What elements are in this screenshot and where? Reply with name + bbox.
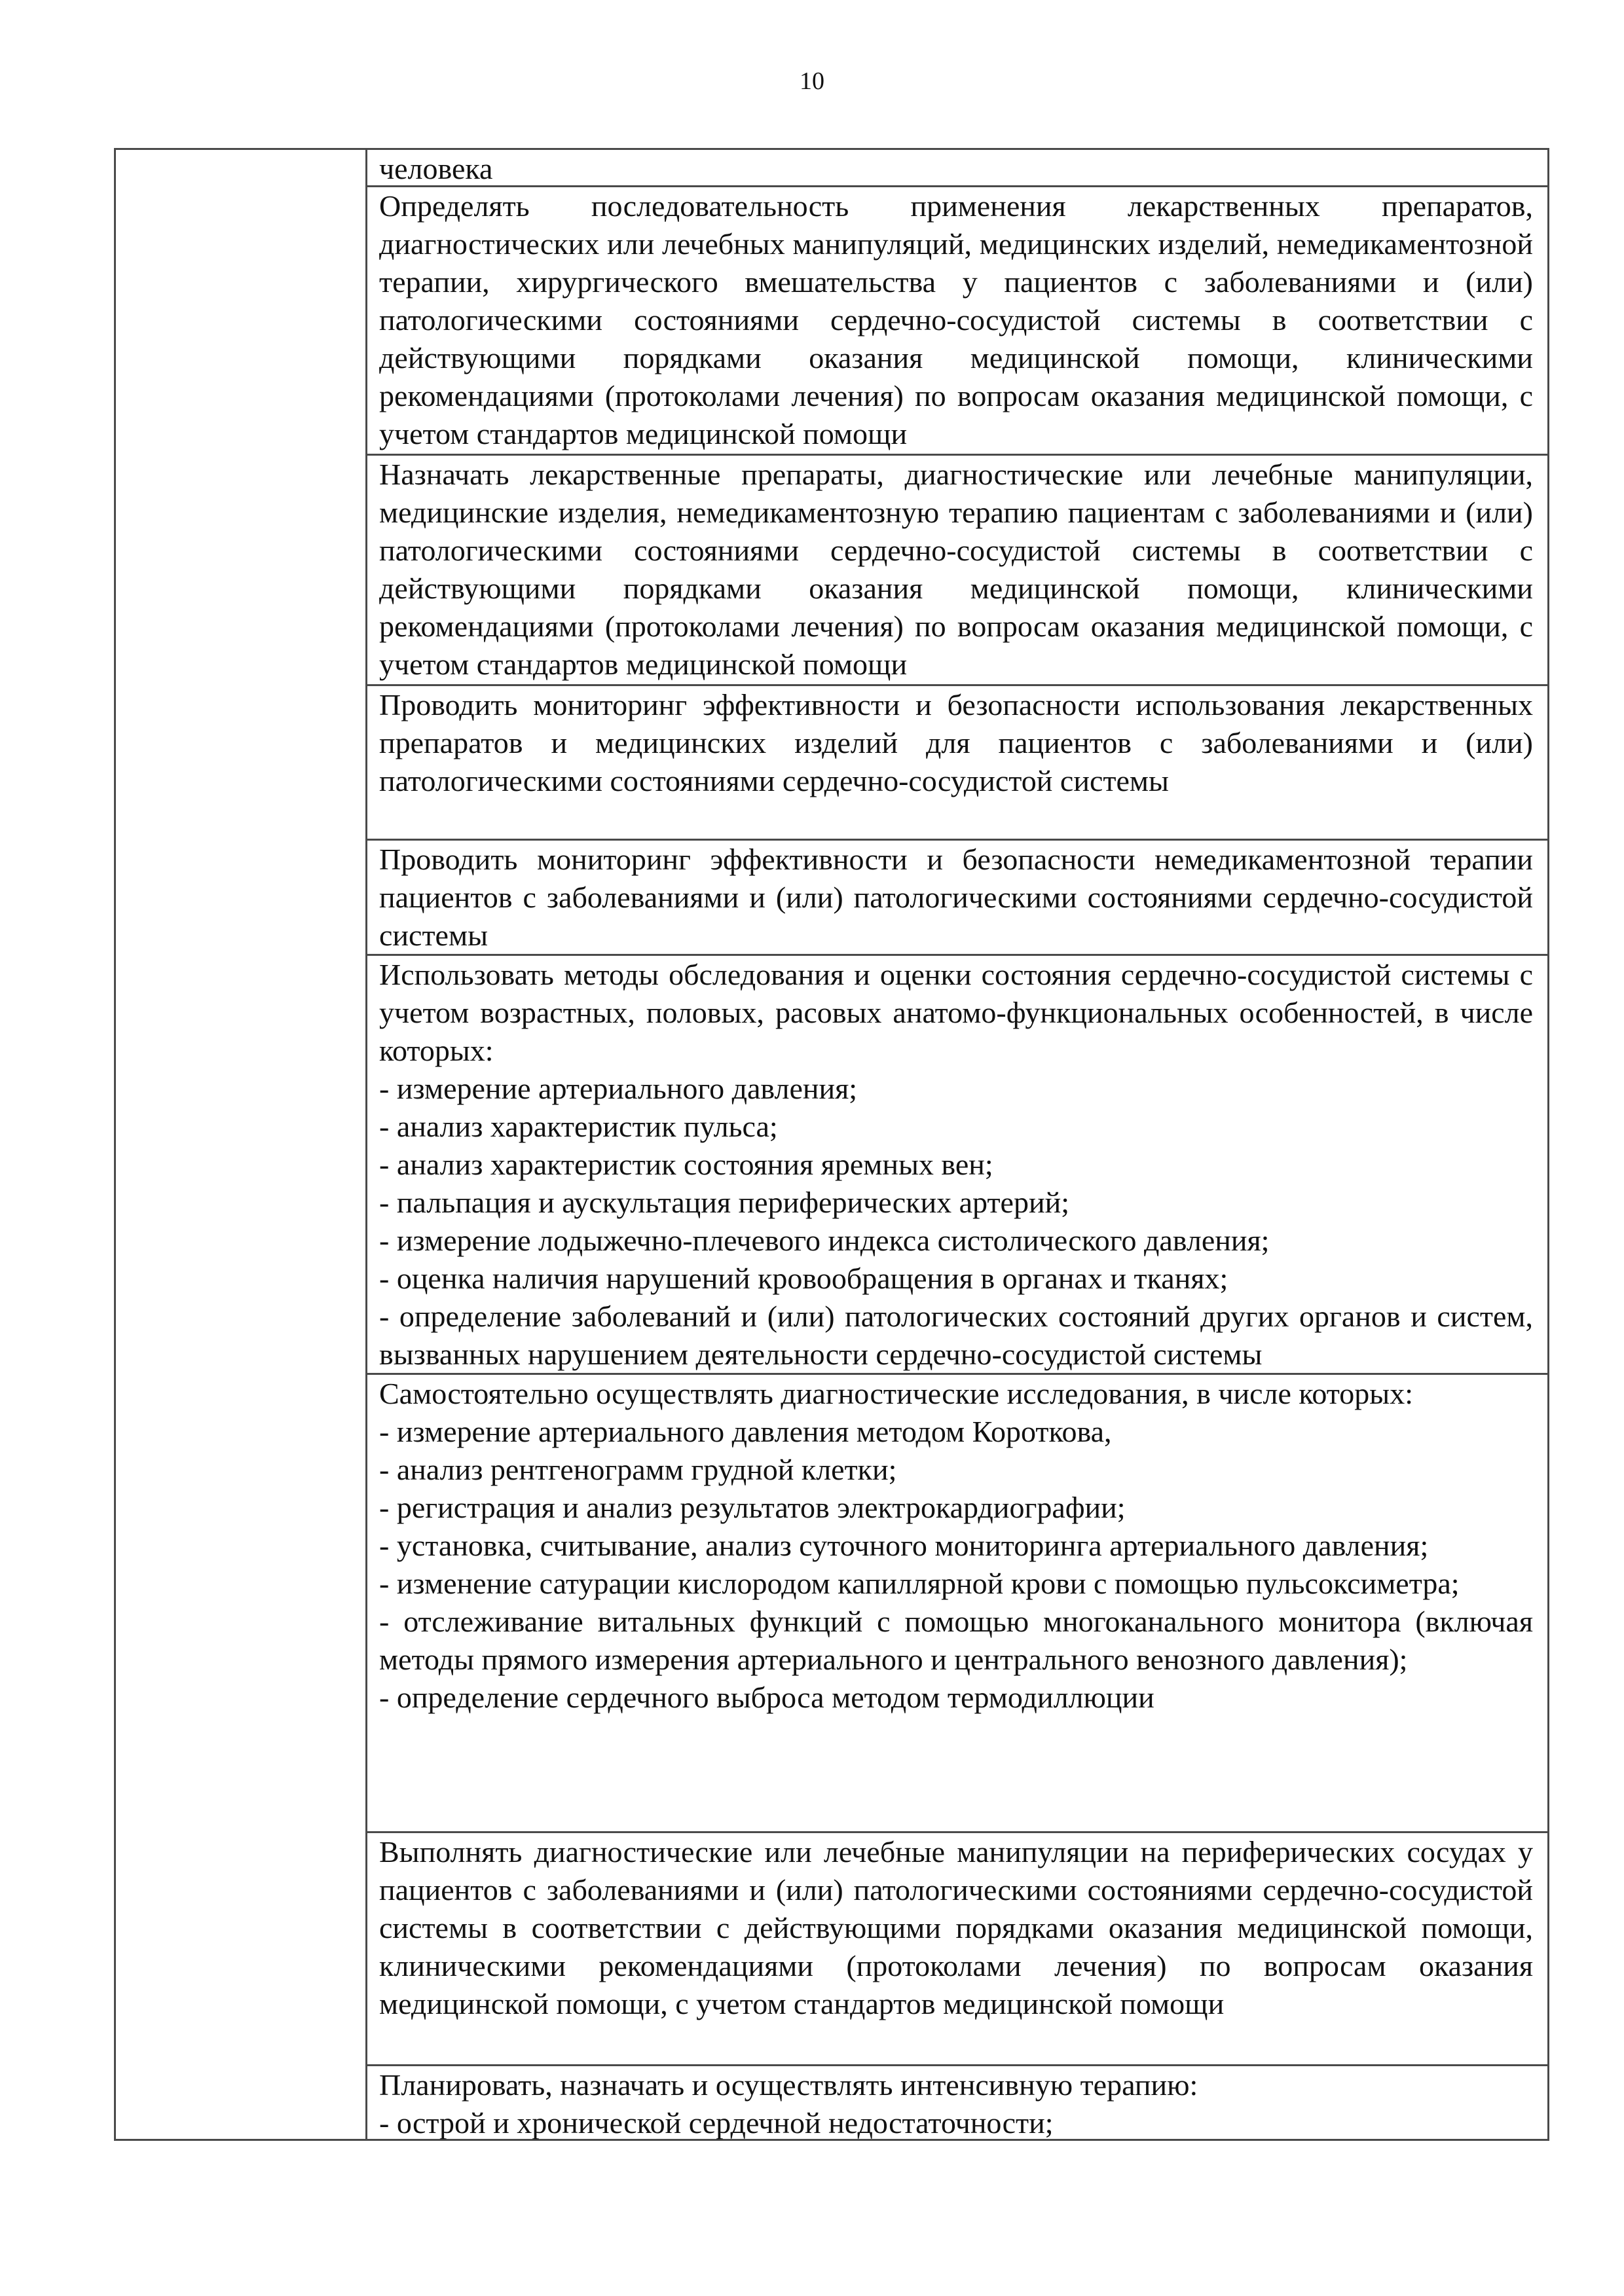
table-row — [367, 1373, 1547, 1831]
competency-table — [114, 148, 1549, 2141]
page-number: 10 — [800, 67, 824, 95]
table-row — [367, 2064, 1547, 2143]
list-item: - изменение сатурации кислородом капиллярной крови с помощью пульсоксиметра; — [379, 1567, 1460, 1600]
row-text: Проводить мониторинг эффективности и безопасности немедикаментозной терапии пациентов с заболеваниями и (или) патологическими состояниями сердечно-сосудистой системы — [379, 843, 1533, 952]
list-item: - отслеживание витальных функций с помощью многоканального монитора (включая методы прямого измерения артериального и центрального венозного давления); — [379, 1605, 1533, 1676]
list-item: - измерение лодыжечно-плечевого индекса систолического давления; — [379, 1224, 1270, 1257]
row-intro: Использовать методы обследования и оценки состояния сердечно-сосудистой системы с учетом возрастных, половых, расовых анатомо-функциональных особенностей, в числе которых: — [379, 958, 1533, 1067]
list-item: - установка, считывание, анализ суточного мониторинга артериального давления; — [379, 1529, 1429, 1562]
list-item: - пальпация и аускультация периферических артерий; — [379, 1186, 1069, 1219]
table-row — [367, 150, 1547, 185]
row-intro: Планировать, назначать и осуществлять интенсивную терапию: — [379, 2068, 1198, 2102]
list-item: - определение заболеваний и (или) патологических состояний других органов и систем, вызванных нарушением деятельности сердечно-сосудистой системы — [379, 1300, 1533, 1371]
row-text: Назначать лекарственные препараты, диагностические или лечебные манипуляции, медицинские изделия, немедикаментозную терапию пациентам с заболеваниями и (или) патологическими состояниями сердечно-сосудистой системы в соответствии с действующими порядками оказания медицинской помощи, клиническими рекомендациями (протоколами лечения) по вопросам оказания медицинской помощи, с учетом стандартов медицинской помощи — [379, 458, 1533, 681]
list-item: - анализ характеристик состояния яремных вен; — [379, 1148, 993, 1181]
list-item: - определение сердечного выброса методом термодиллюции — [379, 1681, 1154, 1714]
list-item: - острой и хронической сердечной недостаточности; — [379, 2106, 1054, 2140]
row-text: Проводить мониторинг эффективности и безопасности использования лекарственных препаратов и медицинских изделий для пациентов с заболеваниями и (или) патологическими состояниями сердечно-сосудистой системы — [379, 688, 1533, 797]
list-item: - измерение артериального давления методом Короткова, — [379, 1415, 1112, 1448]
table-row — [367, 954, 1547, 1373]
list-item: - анализ характеристик пульса; — [379, 1110, 778, 1143]
row-intro: Самостоятельно осуществлять диагностические исследования, в числе которых: — [379, 1377, 1413, 1410]
row-text: Определять последовательность применения лекарственных препаратов, диагностических или лечебных манипуляций, медицинских изделий, немедикаментозной терапии, хирургического вмешательства у пациентов с заболеваниями и (или) патологическими состояниями сердечно-сосудистой системы в соответствии с действующими порядками оказания медицинской помощи, клиническими рекомендациями (протоколами лечения) по вопросам оказания медицинской помощи, с учетом стандартов медицинской помощи — [379, 189, 1533, 450]
list-item: - анализ рентгенограмм грудной клетки; — [379, 1453, 897, 1486]
table-left-column — [116, 150, 367, 2139]
table-right-column — [367, 150, 1547, 2139]
table-row — [367, 185, 1547, 454]
table-row — [367, 684, 1547, 839]
list-item: - измерение артериального давления; — [379, 1072, 858, 1105]
table-row — [367, 454, 1547, 684]
row-text: человека — [379, 152, 493, 185]
table-row — [367, 839, 1547, 954]
list-item: - оценка наличия нарушений кровообращения в органах и тканях; — [379, 1262, 1228, 1295]
list-item: - регистрация и анализ результатов электрокардиографии; — [379, 1491, 1126, 1524]
row-text: Выполнять диагностические или лечебные манипуляции на периферических сосудах у пациентов с заболеваниями и (или) патологическими состояниями сердечно-сосудистой системы в соответствии с действующими порядками оказания медицинской помощи, клиническими рекомендациями (протоколами лечения) по вопросам оказания медицинской помощи, с учетом стандартов медицинской помощи — [379, 1835, 1533, 2020]
table-row — [367, 1831, 1547, 2064]
